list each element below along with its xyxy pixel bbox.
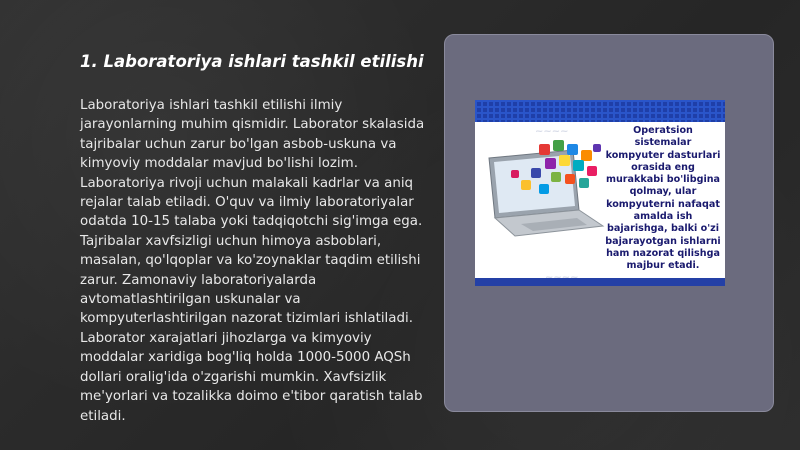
slide-text-block — [80, 50, 425, 426]
picture-bottom-bar — [475, 278, 725, 286]
slide-title: 1. Laboratoriya ishlari tashkil etilishi — [80, 52, 424, 71]
laptop-with-app-icons-icon — [481, 140, 606, 240]
picture-top-bar — [475, 100, 725, 122]
picture-caption: Operatsion sistemalar kompyuter dasturlari orasida eng murakkabi bo'libgina qolmay, ular kompyuterni nafaqat amalda ish bajarishga, balki o'zi bajarayotgan ishlarni ham nazorat qilishga majbur etadi. — [605, 125, 721, 272]
image-panel — [444, 34, 774, 412]
watermark-decoration: ~~~~ — [535, 126, 569, 137]
slide-picture — [475, 100, 725, 286]
slide-body-text: Laboratoriya ishlari tashkil etilishi ilmiy jarayonlarning muhim qismidir. Laborator skalasida tajribalar uchun zarur bo'lgan asbob-uskuna va kimyoviy moddalar mavjud bo'lishi lozim. Laboratoriya rivoji uchun malakali kadrlar va aniq rejalar talab etiladi. O'quv va ilmiy laboratoriyalar odatda 10-15 talaba yoki tadqiqotchi sig'imga ega. Tajribalar xavfsizligi uchun himoya asboblari, masalan, qo'lqoplar va ko'zoynaklar taqdim etilishi zarur. Zamonaviy laboratoriyalarda avtomatlashtirilgan uskunalar va kompyuterlashtirilgan nazorat tizimlari ishlatiladi. Laborator xarajatlari jihozlarga va kimyoviy moddalar xaridiga bog'liq holda 1000-5000 AQSh dollari oralig'ida o'zgarishi mumkin. Xavfsizlik me'yorlari va tozalikka doimo e'tibor qaratish talab etiladi. — [80, 98, 425, 424]
